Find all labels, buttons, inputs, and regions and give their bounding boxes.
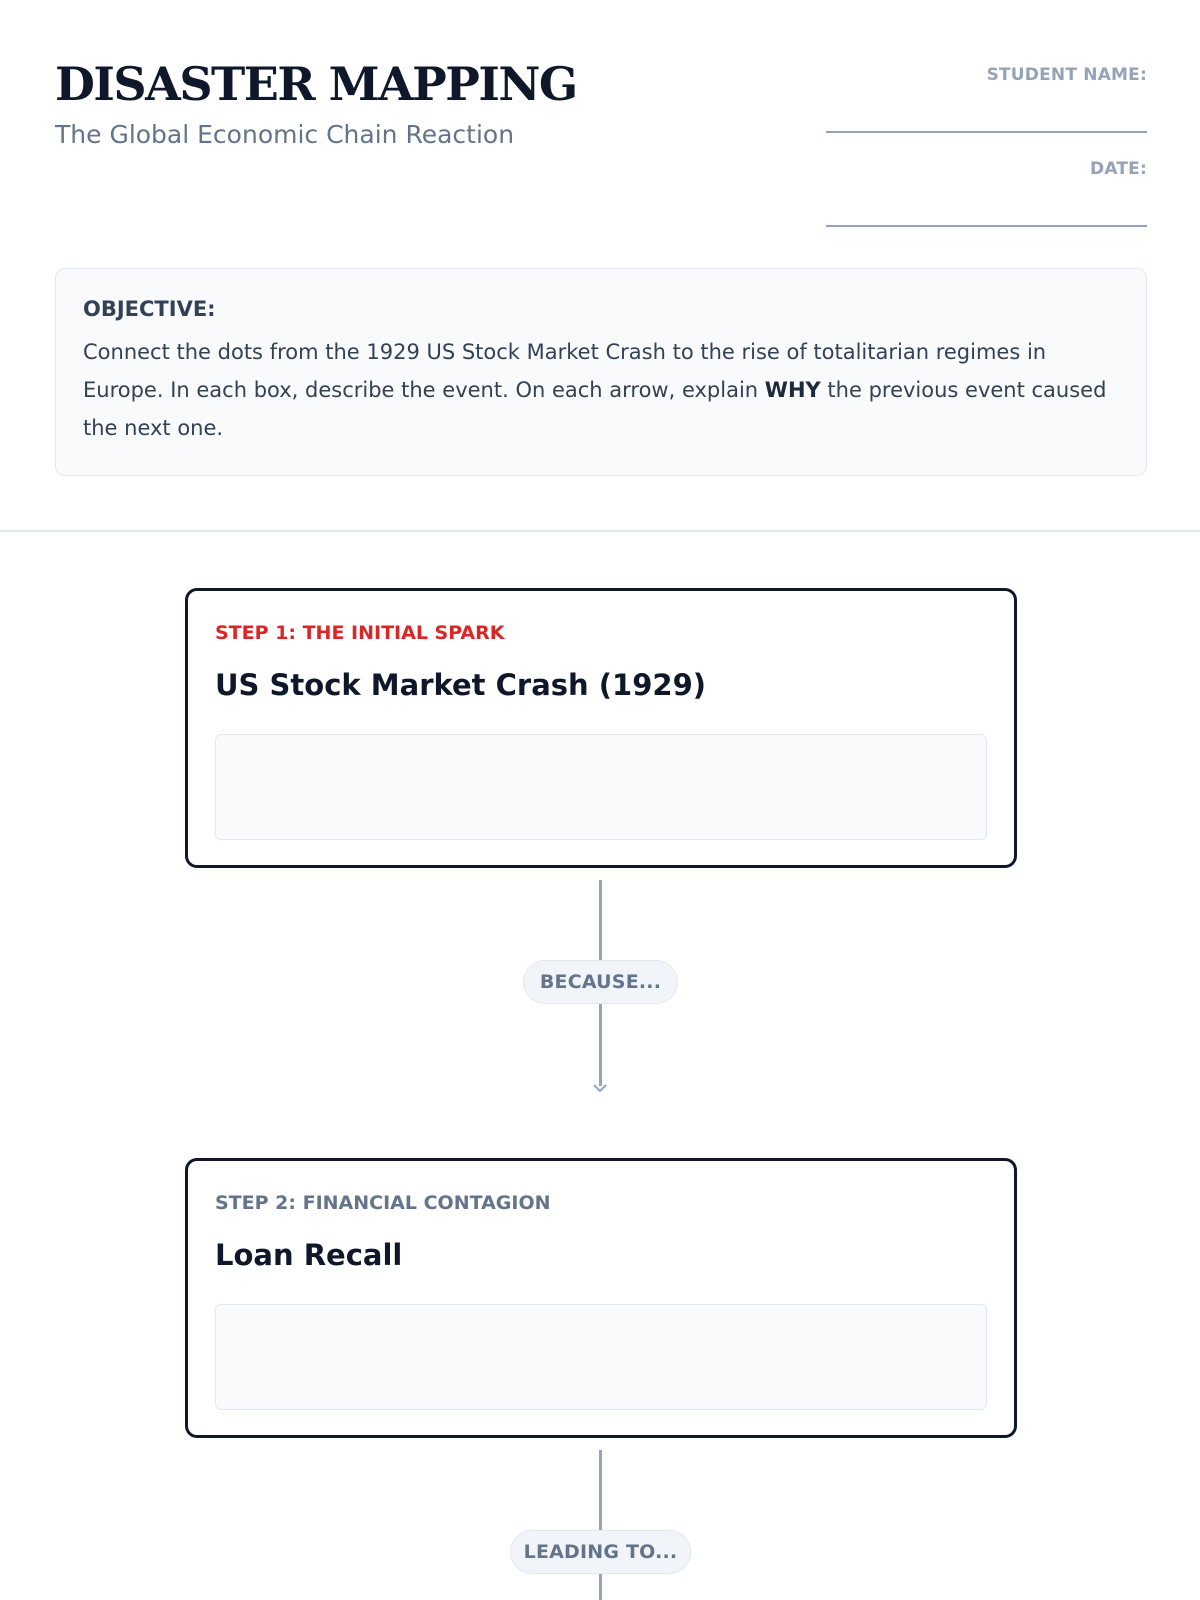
- worksheet-title: DISASTER MAPPING: [55, 57, 577, 111]
- objective-text-part: the previous event caused the next one.: [83, 378, 1107, 440]
- step-1-answer-area[interactable]: [215, 734, 987, 840]
- objective-heading: OBJECTIVE:: [83, 297, 216, 321]
- date-field[interactable]: [826, 225, 1147, 227]
- connector-2-line-bottom: [599, 1574, 602, 1600]
- connector-1-label[interactable]: BECAUSE...: [523, 960, 678, 1004]
- objective-text-emphasis: WHY: [764, 378, 821, 402]
- objective-text-part: Connect the dots from the 1929 US Stock Market Crash to the rise of totalitarian regimes in Europe. In each box, describe the event. On each arrow, explain: [83, 340, 1047, 402]
- arrow-down-icon: [592, 1082, 608, 1094]
- connector-1-line-bottom: [599, 1004, 602, 1086]
- worksheet-subtitle: The Global Economic Chain Reaction: [55, 120, 515, 149]
- date-label: DATE:: [1090, 159, 1147, 179]
- objective-text: [83, 333, 1119, 447]
- step-2-label: STEP 2: FINANCIAL CONTAGION: [215, 1192, 551, 1214]
- student-name-field[interactable]: [826, 131, 1147, 133]
- connector-2-label[interactable]: LEADING TO...: [510, 1530, 691, 1574]
- step-1-title: US Stock Market Crash (1929): [215, 668, 707, 702]
- connector-1-line-top: [599, 880, 602, 960]
- objective-box: [55, 268, 1147, 476]
- step-2-card: [185, 1158, 1017, 1438]
- step-2-title: Loan Recall: [215, 1238, 403, 1272]
- step-1-card: [185, 588, 1017, 868]
- step-2-answer-area[interactable]: [215, 1304, 987, 1410]
- student-name-label: STUDENT NAME:: [986, 65, 1147, 85]
- worksheet-header: [55, 55, 1147, 235]
- section-divider: [0, 530, 1200, 532]
- connector-2-line-top: [599, 1450, 602, 1530]
- step-1-label: STEP 1: THE INITIAL SPARK: [215, 622, 505, 644]
